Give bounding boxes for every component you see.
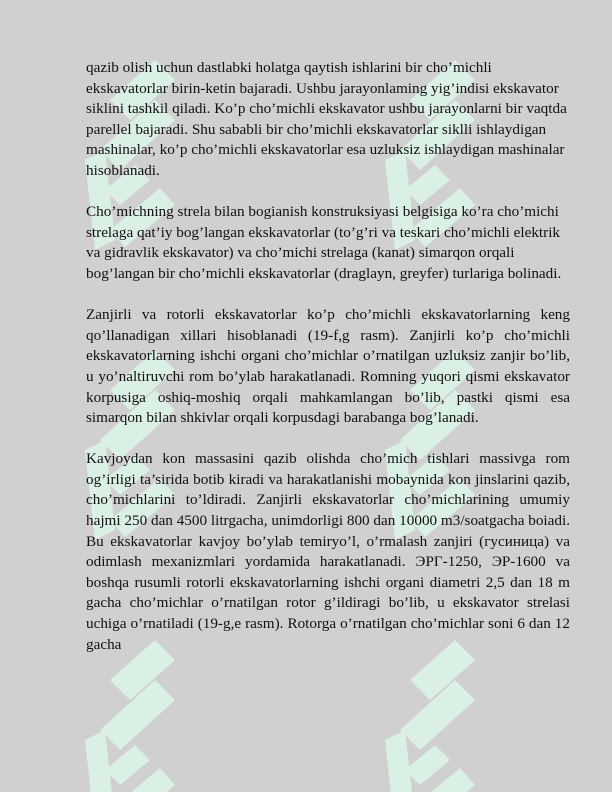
paragraph-1: qazib olish uchun dastlabki holatga qaytish ishlarini bir cho’michli ekskavatorlar birin-ketin bajaradi. Ushbu jarayonlaming yig’indisi ekskavator siklini tashkil qiladi. Ko’p cho’michli ekskavator ushbu jarayonlarni bir vaqtda parellel bajaradi. Shu sababli bir cho’michli ekskavatorlar siklli ishlaydigan mashinalar, ko’p cho’michli ekskavatorlar esa uzluksiz ishlaydigan mashinalar hisoblanadi.: [86, 59, 567, 179]
paragraph-3: Zanjirli va rotorli ekskavatorlar ko’p cho’michli ekskavatorlarning keng qo’llanadigan xillari hisoblanadi (19-f,g rasm). Zanjirli ko’p cho’michli ekskavatorlarning ishchi organi cho’michlar o’rnatilgan uzluksiz zanjir bo’lib, u yo’naltiruvchi rom bo’ylab harakatlanadi. Romning yuqori qismi ekskavator korpusiga oshiq-moshiq orqali mahkamlangan bo’lib, pastki qismi esa simarqon bilan shkivlar orqali korpusdagi barabanga bog’lanadi.: [86, 306, 570, 427]
paragraph-4: Kavjoydan kon massasini qazib olishda cho’mich tishlari massivga rom og’irligi ta’sirida botib kiradi va harakatlanishi mobaynida kon jinslarini qazib, cho’michlarini to’ldiradi. Zanjirli ekskavatorlar cho’michlarining umumiy hajmi 250 dan 4500 litrgacha, unimdorligi 800 dan 10000 m3/soatgacha boiadi. Bu ekskavatorlar kavjoy bo’ylab temiryo’l, o’rmalash zanjiri (гусиница) va odimlash mexanizmlari yordamida harakatlanadi. ЭРГ-1250, ЭР-1600 va boshqa rusumli rotorli ekskavatorlarning ishchi organi diametri 2,5 dan 18 m gacha cho’michlar o’rnatilgan rotor g’ildiragi bo’lib, u ekskavator strelasi uchiga o’rnatiladi (19-g,e rasm). Rotorga o’rnatilgan cho’michlar soni 6 dan 12 gacha: [86, 450, 570, 653]
document-body: [86, 58, 570, 676]
paragraph-2: Cho’michning strela bilan bogianish konstruksiyasi belgisiga ko’ra cho’michi strelaga qat’iy bog’langan ekskavatorlar (to’g’ri va teskari cho’michli elektrik va gidravlik ekskavator) va cho’michi strelaga (kanat) simarqon orqali bog’langan bir cho’michli ekskavatorlar (draglayn, greyfer) turlariga bolinadi.: [86, 203, 562, 282]
